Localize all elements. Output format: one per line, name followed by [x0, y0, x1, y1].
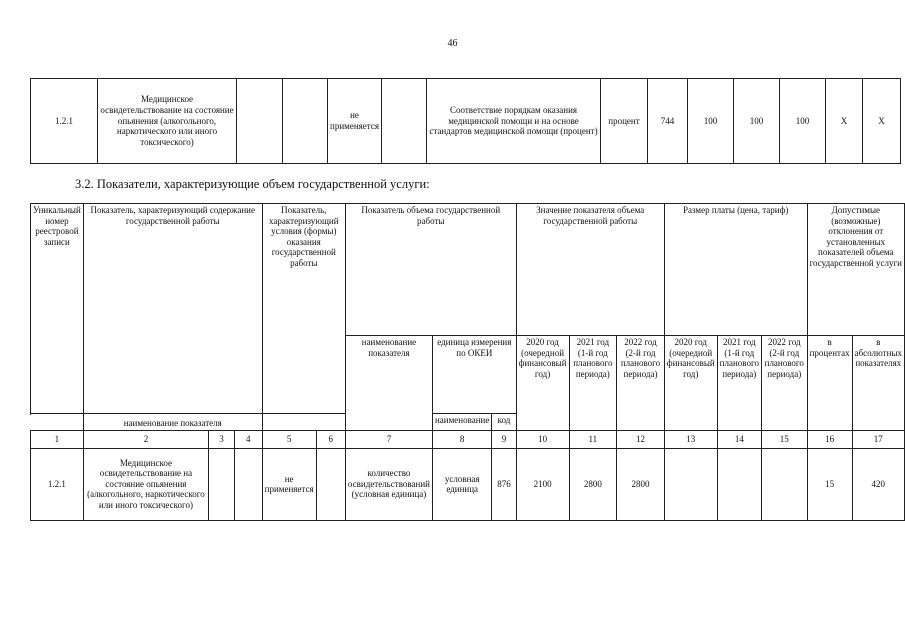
header-row — [31, 204, 905, 336]
column-number: 1 — [31, 430, 84, 448]
section-heading: 3.2. Показатели, характеризующие объем государственной услуги: — [75, 177, 430, 191]
unique-number-header: Уникальный номер реестровой записи — [31, 204, 84, 414]
column-number: 7 — [345, 430, 432, 448]
value-2021-cell: 2800 — [569, 448, 617, 520]
condition-cell: не применяется — [262, 448, 316, 520]
deviation-abs-cell: 420 — [852, 448, 904, 520]
volume-group-header: Показатель объема государственной работы — [345, 204, 516, 336]
column-number: 12 — [617, 430, 665, 448]
value-2020-cell: 2100 — [516, 448, 569, 520]
value-2022-cell: 100 — [780, 79, 826, 164]
fee-2020-cell — [664, 448, 717, 520]
deviation-abs-header: в абсолютных показателях — [852, 336, 904, 431]
column-number: 11 — [569, 430, 617, 448]
unit-cell: процент — [601, 79, 648, 164]
fee-2021-header: 2021 год (1-й год планового периода) — [717, 336, 761, 431]
fee-2022-cell — [761, 448, 807, 520]
content-name-header: наименование показателя — [83, 414, 262, 431]
value-group-header: Значение показателя объема государственной работы — [516, 204, 664, 336]
empty-cell — [209, 448, 235, 520]
year-2020-header: 2020 год (очередной финансовый год) — [516, 336, 569, 431]
column-number: 17 — [852, 430, 904, 448]
column-number: 10 — [516, 430, 569, 448]
deviation-abs-cell: X — [863, 79, 901, 164]
year-2021-header: 2021 год (1-й год планового периода) — [569, 336, 617, 431]
column-number: 15 — [761, 430, 807, 448]
content-cell: Медицинское освидетельствование на состояние опьянения (алкогольного, наркотического или иного токсического) — [98, 79, 237, 164]
fee-2022-header: 2022 год (2-й год планового периода) — [761, 336, 807, 431]
column-number: 9 — [492, 430, 516, 448]
empty-cell — [283, 79, 328, 164]
empty-cell — [237, 79, 283, 164]
volume-indicators-table — [30, 203, 905, 521]
unit-code-header: код — [492, 414, 516, 431]
registry-id-cell: 1.2.1 — [31, 448, 84, 520]
column-number: 6 — [316, 430, 345, 448]
unit-name-header: наименование — [432, 414, 491, 431]
fee-2021-cell — [717, 448, 761, 520]
content-cell: Медицинское освидетельствование на состояние опьянения (алкогольного, наркотического или иного токсического) — [83, 448, 208, 520]
deviation-group-header: Допустимые (возможные) отклонения от установленных показателей объема государственной услуги — [807, 204, 904, 336]
unit-cell: условная единица — [432, 448, 491, 520]
deviation-pct-header: в процентах — [807, 336, 852, 431]
condition-cell: не применяется — [328, 79, 382, 164]
code-cell: 876 — [492, 448, 516, 520]
table-row — [31, 448, 905, 520]
value-2022-cell: 2800 — [617, 448, 665, 520]
fee-group-header: Размер платы (цена, тариф) — [664, 204, 807, 336]
year-2022-header: 2022 год (2-й год планового периода) — [617, 336, 665, 431]
content-group-header: Показатель, характеризующий содержание государственной работы — [83, 204, 262, 414]
value-2020-cell: 100 — [688, 79, 734, 164]
empty-cell — [316, 448, 345, 520]
column-number: 14 — [717, 430, 761, 448]
condition-group-header: Показатель, характеризующий условия (формы) оказания государственной работы — [262, 204, 345, 414]
deviation-pct-cell: 15 — [807, 448, 852, 520]
condition-name-header — [262, 414, 345, 431]
column-number: 5 — [262, 430, 316, 448]
indicator-cell: количество освидетельствований (условная единица) — [345, 448, 432, 520]
column-number: 13 — [664, 430, 717, 448]
empty-cell — [382, 79, 427, 164]
empty-cell — [234, 448, 262, 520]
deviation-pct-cell: X — [826, 79, 863, 164]
indicator-cell: Соответствие порядкам оказания медицинской помощи и на основе стандартов медицинской помощи (процент) — [427, 79, 601, 164]
indicator-name-header: наименование показателя — [345, 336, 432, 431]
column-numbers-row — [31, 430, 905, 448]
code-cell: 744 — [648, 79, 688, 164]
page-number: 46 — [447, 38, 458, 49]
column-number: 2 — [83, 430, 208, 448]
column-number: 16 — [807, 430, 852, 448]
quality-indicators-table — [30, 78, 901, 164]
column-number: 3 — [209, 430, 235, 448]
table-row — [31, 79, 901, 164]
registry-id-cell: 1.2.1 — [31, 79, 98, 164]
column-number: 4 — [234, 430, 262, 448]
value-2021-cell: 100 — [734, 79, 780, 164]
unit-okei-header: единица измерения по ОКЕИ — [432, 336, 516, 414]
fee-2020-header: 2020 год (очередной финансовый год) — [664, 336, 717, 431]
column-number: 8 — [432, 430, 491, 448]
